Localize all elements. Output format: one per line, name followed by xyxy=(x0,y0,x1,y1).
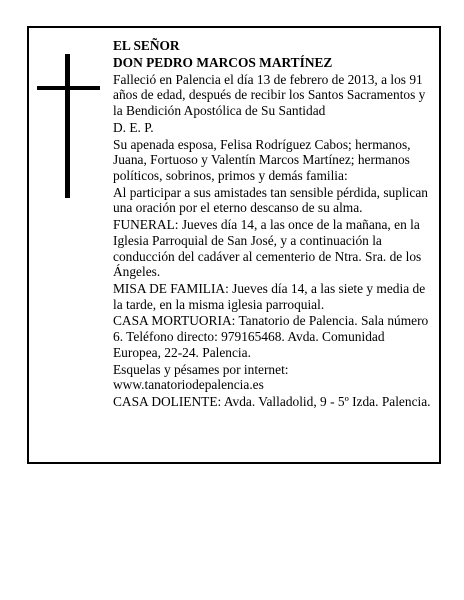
mortuary-info: CASA MORTUORIA: Tanatorio de Palencia. Sala número 6. Teléfono directo: 979165468. Avda. Comunidad Europea, 22-24. Palencia. xyxy=(113,313,429,360)
death-announcement: Falleció en Palencia el día 13 de febrero de 2013, a los 91 años de edad, después de recibir los Santos Sacramentos y la Bendición Apostólica de Su Santidad xyxy=(113,71,426,118)
rip-text: D. E. P. xyxy=(113,119,154,135)
family-list: Su apenada esposa, Felisa Rodríguez Cabos; hermanos, Juana, Fortuoso y Valentín Marcos Martínez; hermanos políticos, sobrinos, primos y demás familia: xyxy=(113,136,411,183)
cross-icon xyxy=(37,54,100,198)
prayer-request: Al participar a sus amistades tan sensible pérdida, suplican una oración por el eterno descanso de su alma. xyxy=(113,184,428,216)
obituary-text xyxy=(113,38,431,411)
deceased-name: DON PEDRO MARCOS MARTÍNEZ xyxy=(113,54,333,70)
cross-horizontal-bar xyxy=(37,86,100,90)
online-condolences: Esquelas y pésames por internet: www.tanatoriodepalencia.es xyxy=(113,361,289,393)
funeral-info: FUNERAL: Jueves día 14, a las once de la mañana, en la Iglesia Parroquial de San José, y a continuación la conducción del cadáver al cementerio de Ntra. Sra. de los Ángeles. xyxy=(113,217,422,280)
family-mass-info: MISA DE FAMILIA: Jueves día 14, a las siete y media de la tarde, en la misma iglesia parroquial. xyxy=(113,280,426,312)
mourning-home: CASA DOLIENTE: Avda. Valladolid, 9 - 5º Izda. Palencia. xyxy=(113,394,431,410)
cross-vertical-bar xyxy=(65,54,70,198)
header-title: EL SEÑOR xyxy=(113,38,180,53)
